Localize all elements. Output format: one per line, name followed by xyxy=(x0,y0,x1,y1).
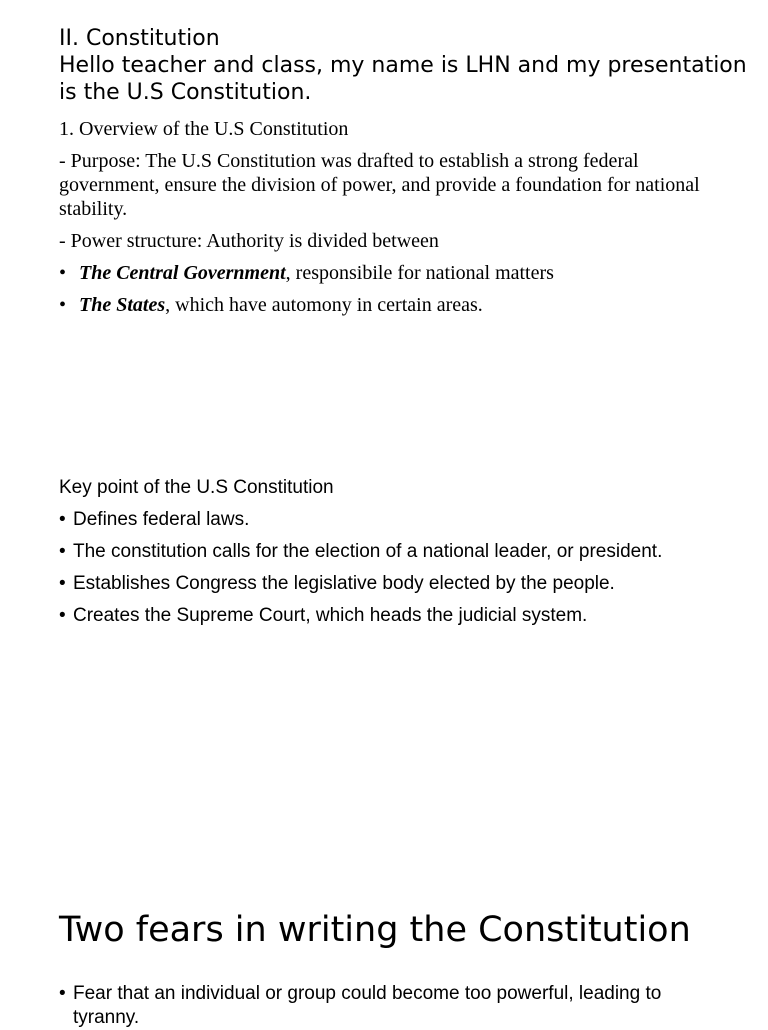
heading-constitution: II. Constitution xyxy=(59,26,220,51)
list-item xyxy=(59,293,724,317)
bullet-icon: • xyxy=(59,541,66,562)
item-text: Fear that an individual or group could become too powerful, leading to tyranny. xyxy=(73,983,662,1028)
section-heading xyxy=(59,25,749,106)
key-points-title: Key point of the U.S Constitution xyxy=(59,477,334,498)
overview-title: 1. Overview of the U.S Constitution xyxy=(59,118,349,140)
list-item xyxy=(59,572,724,596)
item-text: The constitution calls for the election of a national leader, or president. xyxy=(73,541,663,562)
fears-heading: Two fears in writing the Constitution xyxy=(59,910,691,950)
item-text: , which have automony in certain areas. xyxy=(165,294,483,316)
bullet-icon: • xyxy=(59,605,66,626)
bullet-icon: • xyxy=(59,983,66,1004)
list-item xyxy=(59,508,724,532)
item-text: Establishes Congress the legislative body elected by the people. xyxy=(73,573,615,594)
power-bullet-list xyxy=(59,261,724,317)
bullet-icon: • xyxy=(59,509,66,530)
power-structure-paragraph: - Power structure: Authority is divided between xyxy=(59,230,439,252)
bullet-icon: • xyxy=(59,573,66,594)
item-text: Defines federal laws. xyxy=(73,509,250,530)
bullet-icon: • xyxy=(59,262,67,284)
bullet-icon: • xyxy=(59,294,67,316)
list-item xyxy=(59,540,724,564)
intro-line: Hello teacher and class, my name is LHN and my presentation is the U.S Constitution. xyxy=(59,53,747,105)
emphasis-text: The Central Government xyxy=(79,262,286,284)
item-text: Creates the Supreme Court, which heads the judicial system. xyxy=(73,605,588,626)
overview-section xyxy=(59,117,724,325)
emphasis-text: The States xyxy=(79,294,166,316)
fears-section xyxy=(59,982,724,1030)
list-item xyxy=(59,604,724,628)
purpose-paragraph: - Purpose: The U.S Constitution was drafted to establish a strong federal government, ensure the division of power, and provide a foundation for national stability. xyxy=(59,150,700,220)
list-item xyxy=(59,261,724,285)
fears-list xyxy=(59,982,724,1030)
key-points-section xyxy=(59,476,724,636)
list-item xyxy=(59,982,724,1030)
key-points-list xyxy=(59,508,724,628)
item-text: , responsibile for national matters xyxy=(285,262,554,284)
